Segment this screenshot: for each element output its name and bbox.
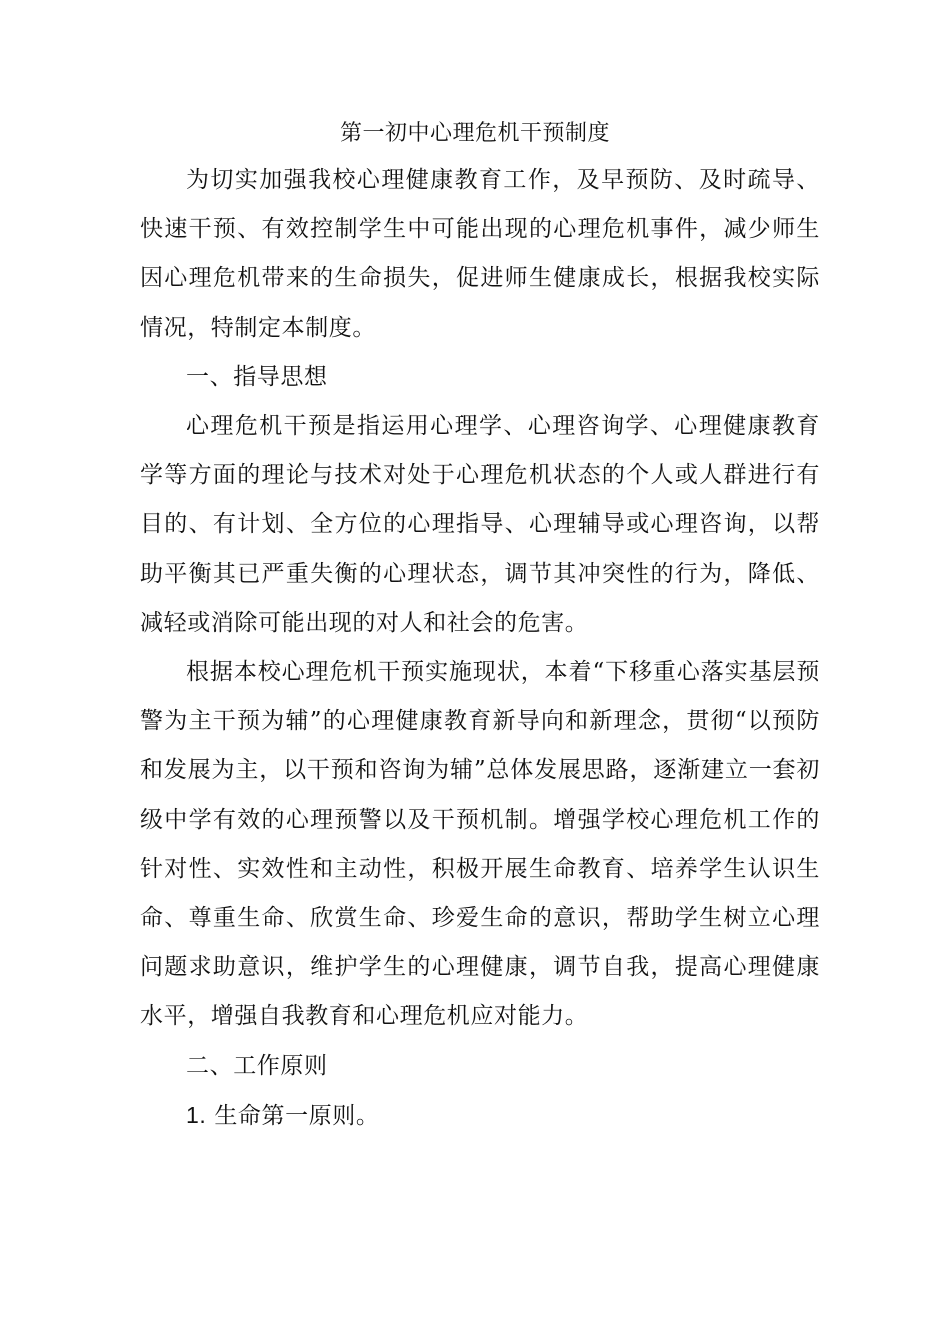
section-heading-work-principles: 二、工作原则 bbox=[186, 1052, 328, 1079]
definition-paragraph: 心理危机干预是指运用心理学、心理咨询学、心理健康教育学等方面的理论与技术对处于心理危机状态的个人或人群进行有目的、有计划、全方位的心理指导、心理辅导或心理咨询，以帮助平衡其已严重失衡的心理状态，调节其冲突性的行为，降低、减轻或消除可能出现的对人和社会的危害。 bbox=[140, 413, 820, 636]
document-title: 第一初中心理危机干预制度 bbox=[339, 121, 610, 146]
principle-item-number: 1. bbox=[186, 1101, 207, 1128]
principle-item-text: 生命第一原则。 bbox=[214, 1102, 380, 1129]
section-heading-guiding-ideology: 一、指导思想 bbox=[186, 363, 328, 390]
document-body bbox=[140, 156, 820, 1141]
principle-item-1 bbox=[140, 1091, 820, 1141]
implementation-paragraph: 根据本校心理危机干预实施现状，本着“下移重心落实基层预警为主干预为辅”的心理健康教育新导向和新理念，贯彻“以预防和发展为主，以干预和咨询为辅”总体发展思路，逐渐建立一套初级中学有效的心理预警以及干预机制。增强学校心理危机工作的针对性、实效性和主动性，积极开展生命教育、培养学生认识生命、尊重生命、欣赏生命、珍爱生命的意识，帮助学生树立心理问题求助意识，维护学生的心理健康，调节自我，提高心理健康水平，增强自我教育和心理危机应对能力。 bbox=[140, 659, 820, 1030]
intro-paragraph: 为切实加强我校心理健康教育工作，及早预防、及时疏导、快速干预、有效控制学生中可能出现的心理危机事件，减少师生因心理危机带来的生命损失，促进师生健康成长，根据我校实际情况，特制定本制度。 bbox=[140, 167, 820, 341]
